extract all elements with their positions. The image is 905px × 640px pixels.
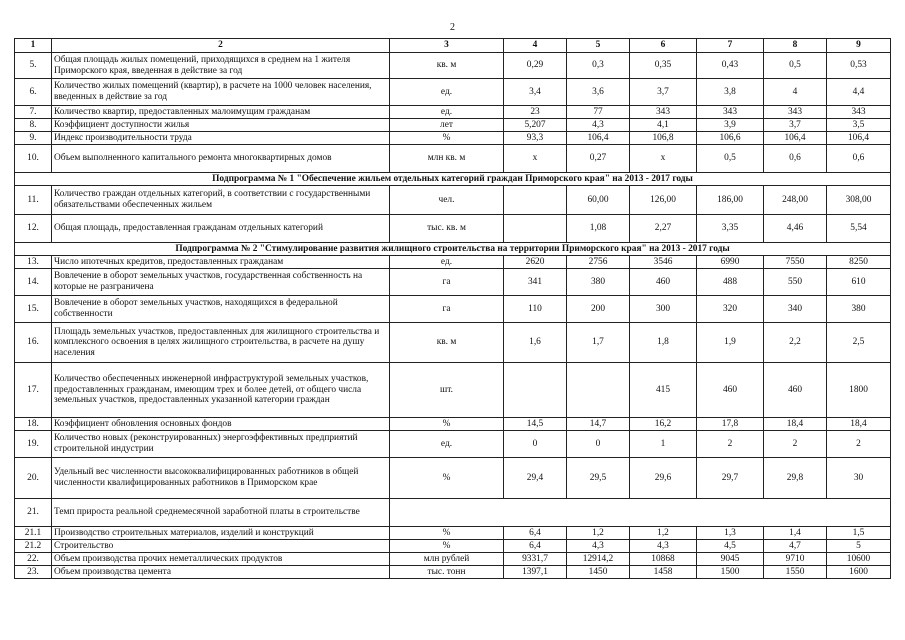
indicator-name: Индекс производительности труда [52,132,390,145]
value-cell: 6990 [697,256,764,269]
row-number: 23. [15,566,52,579]
row-number: 17. [15,363,52,418]
table-row [15,527,891,540]
row-number: 21.2 [15,540,52,553]
row-number: 19. [15,431,52,458]
value-cell: 3,5 [827,119,891,132]
value-cell: 3,4 [504,79,567,106]
subprogram-heading: Подпрограмма № 1 "Обеспечение жильем отдельных категорий граждан Приморского края" на 2013 - 2017 годы [15,173,891,186]
value-cell: 2 [764,431,827,458]
value-cell: 1800 [827,363,891,418]
unit-cell: ед. [390,256,504,269]
indicator-name: Производство строительных материалов, изделий и конструкций [52,527,390,540]
unit-cell: % [390,458,504,499]
value-cell: 415 [630,363,697,418]
value-cell: 126,00 [630,186,697,215]
value-cell: 8250 [827,256,891,269]
page-number: 2 [450,22,455,33]
value-cell [504,186,567,215]
value-cell: 5,207 [504,119,567,132]
indicator-name: Объем выполненного капитального ремонта многоквартирных домов [52,145,390,173]
value-cell: 380 [827,296,891,323]
indicator-name: Вовлечение в оборот земельных участков, находящихся в федеральной собственности [52,296,390,323]
row-number: 10. [15,145,52,173]
indicator-name: Вовлечение в оборот земельных участков, государственная собственность на которые не разграничена [52,269,390,296]
unit-cell: ед. [390,106,504,119]
value-cell: 4,7 [764,540,827,553]
value-cell: 1450 [567,566,630,579]
value-cell: 12914,2 [567,553,630,566]
column-number-cell: 3 [390,39,504,53]
value-cell: 0,3 [567,53,630,79]
table-row [15,132,891,145]
indicator-name: Площадь земельных участков, предоставленных для жилищного строительства и комплексного освоения в целях жилищного строительства, в расчете на душу населения [52,323,390,363]
value-cell: 343 [764,106,827,119]
value-cell: 10600 [827,553,891,566]
value-cell: 3,35 [697,215,764,243]
row-number: 6. [15,79,52,106]
column-number-cell: 7 [697,39,764,53]
value-cell: 2,27 [630,215,697,243]
table-row [15,458,891,499]
value-cell: 4,5 [697,540,764,553]
value-cell: 106,6 [697,132,764,145]
indicator-name: Количество граждан отдельных категорий, в соответствии с государственными обязательствами обеспеченных жильем [52,186,390,215]
value-cell [504,215,567,243]
table-row [15,186,891,215]
table-row [15,566,891,579]
value-cell: 460 [630,269,697,296]
row-number: 14. [15,269,52,296]
unit-cell: га [390,269,504,296]
value-cell: 5 [827,540,891,553]
table-row [15,363,891,418]
value-cell: 3,8 [697,79,764,106]
value-cell: 17,8 [697,418,764,431]
indicator-name: Общая площадь жилых помещений, приходящихся в среднем на 1 жителя Приморского края, введенная в действие за год [52,53,390,79]
row-number: 21. [15,499,52,527]
value-cell: 4 [764,79,827,106]
value-cell: 300 [630,296,697,323]
value-cell: 1,9 [697,323,764,363]
value-cell: 4,3 [630,540,697,553]
value-cell: 2756 [567,256,630,269]
value-cell: 5,54 [827,215,891,243]
indicators-table [14,38,891,579]
indicator-name: Объем производства прочих неметаллических продуктов [52,553,390,566]
value-cell: 0,53 [827,53,891,79]
value-cell: 9710 [764,553,827,566]
table-row [15,418,891,431]
column-number-cell: 5 [567,39,630,53]
indicator-name: Количество обеспеченных инженерной инфраструктурой земельных участков, предоставленных гражданам, имеющим трех и более детей, от общего числа земельных участков, предоставленных указанной категории граждан [52,363,390,418]
value-cell: 6,4 [504,540,567,553]
table-row [15,256,891,269]
value-cell: 4,1 [630,119,697,132]
table-row [15,215,891,243]
column-number-cell: 6 [630,39,697,53]
value-cell: 4,3 [567,119,630,132]
table-row [15,79,891,106]
row-number: 21.1 [15,527,52,540]
value-cell: 320 [697,296,764,323]
column-number-cell: 9 [827,39,891,53]
row-number: 13. [15,256,52,269]
value-cell: 341 [504,269,567,296]
unit-cell: млн кв. м [390,145,504,173]
value-cell: 0,5 [697,145,764,173]
value-cell: 3,9 [697,119,764,132]
row-number: 22. [15,553,52,566]
value-cell: 1,7 [567,323,630,363]
value-cell: 1550 [764,566,827,579]
value-cell: 2,5 [827,323,891,363]
value-cell [504,363,567,418]
value-cell: 23 [504,106,567,119]
value-cell: 0,29 [504,53,567,79]
table-row [15,540,891,553]
unit-cell: чел. [390,186,504,215]
value-cell: 200 [567,296,630,323]
unit-cell: ед. [390,431,504,458]
value-cell: 460 [764,363,827,418]
value-cell: 0,35 [630,53,697,79]
value-cell: 1,08 [567,215,630,243]
value-cell: 29,6 [630,458,697,499]
unit-cell: кв. м [390,53,504,79]
row-number: 7. [15,106,52,119]
table-row [15,431,891,458]
value-cell: х [504,145,567,173]
value-cell: 488 [697,269,764,296]
row-number: 20. [15,458,52,499]
value-cell: 77 [567,106,630,119]
value-cell: 18,4 [827,418,891,431]
value-cell: 343 [697,106,764,119]
indicator-name: Коэффициент обновления основных фондов [52,418,390,431]
value-cell: 1,6 [504,323,567,363]
row-number: 12. [15,215,52,243]
row-number: 9. [15,132,52,145]
value-cell: 110 [504,296,567,323]
value-cell: 30 [827,458,891,499]
value-cell: 106,4 [764,132,827,145]
indicator-name: Количество квартир, предоставленных малоимущим гражданам [52,106,390,119]
column-number-cell: 4 [504,39,567,53]
unit-cell: кв. м [390,323,504,363]
column-number-row [15,39,891,53]
indicator-name: Коэффициент доступности жилья [52,119,390,132]
table-row [15,106,891,119]
value-cell: 14,5 [504,418,567,431]
value-cell: 18,4 [764,418,827,431]
value-cell: 4,46 [764,215,827,243]
value-cell: 1458 [630,566,697,579]
column-number-cell: 1 [15,39,52,53]
value-cell: 9045 [697,553,764,566]
value-cell: 1,3 [697,527,764,540]
value-cell: 1,2 [630,527,697,540]
value-cell: х [630,145,697,173]
value-cell: 0 [567,431,630,458]
value-cell: 0,43 [697,53,764,79]
unit-cell: % [390,540,504,553]
value-cell: 1500 [697,566,764,579]
table-row [15,296,891,323]
value-cell: 1,8 [630,323,697,363]
unit-cell: шт. [390,363,504,418]
table-row [15,323,891,363]
value-cell: 1600 [827,566,891,579]
unit-cell: % [390,132,504,145]
value-cell: 3546 [630,256,697,269]
value-cell: 106,8 [630,132,697,145]
value-cell: 93,3 [504,132,567,145]
indicator-name: Темп прироста реальной среднемесячной заработной платы в строительстве [52,499,390,527]
unit-cell: % [390,527,504,540]
value-cell: 60,00 [567,186,630,215]
value-cell: 1397,1 [504,566,567,579]
unit-cell: лет [390,119,504,132]
value-cell: 2,2 [764,323,827,363]
value-cell: 550 [764,269,827,296]
table-row [15,553,891,566]
value-cell: 1 [630,431,697,458]
table-row [15,145,891,173]
unit-cell: тыс. кв. м [390,215,504,243]
subprogram-heading: Подпрограмма № 2 "Стимулирование развития жилищного строительства на территории Приморского края" на 2013 - 2017 годы [15,243,891,256]
value-cell: 2 [827,431,891,458]
value-cell: 0,27 [567,145,630,173]
row-number: 11. [15,186,52,215]
value-cell: 16,2 [630,418,697,431]
indicator-name: Количество жилых помещений (квартир), в расчете на 1000 человек населения, введенных в действие за год [52,79,390,106]
column-number-cell: 2 [52,39,390,53]
row-number: 18. [15,418,52,431]
value-cell: 14,7 [567,418,630,431]
value-cell: 1,5 [827,527,891,540]
value-cell: 460 [697,363,764,418]
value-cell: 4,3 [567,540,630,553]
value-cell: 0,5 [764,53,827,79]
row-number: 16. [15,323,52,363]
row-number: 8. [15,119,52,132]
unit-cell: млн рублей [390,553,504,566]
value-cell: 308,00 [827,186,891,215]
unit-cell: ед. [390,79,504,106]
value-cell: 7550 [764,256,827,269]
value-cell: 29,4 [504,458,567,499]
value-cell: 340 [764,296,827,323]
row-number: 15. [15,296,52,323]
unit-cell: тыс. тонн [390,566,504,579]
table-row [15,53,891,79]
value-cell: 4,4 [827,79,891,106]
value-cell: 343 [827,106,891,119]
value-cell [567,363,630,418]
value-cell: 380 [567,269,630,296]
value-cell: 106,4 [567,132,630,145]
indicator-name: Количество новых (реконструированных) энергоэффективных предприятий строительной индустрии [52,431,390,458]
value-cell: 0,6 [827,145,891,173]
value-cell: 9331,7 [504,553,567,566]
value-cell: 3,6 [567,79,630,106]
row-number: 5. [15,53,52,79]
value-cell: 1,2 [567,527,630,540]
value-cell: 0 [504,431,567,458]
value-cell: 248,00 [764,186,827,215]
value-cell: 3,7 [764,119,827,132]
unit-cell: % [390,418,504,431]
subprogram-heading-row [15,173,891,186]
value-cell: 10868 [630,553,697,566]
value-cell: 2620 [504,256,567,269]
empty-merged-cell [390,499,891,527]
value-cell: 29,5 [567,458,630,499]
value-cell: 343 [630,106,697,119]
unit-cell: га [390,296,504,323]
value-cell: 29,8 [764,458,827,499]
indicator-name: Общая площадь, предоставленная гражданам отдельных категорий [52,215,390,243]
indicator-name: Число ипотечных кредитов, предоставленных гражданам [52,256,390,269]
value-cell: 3,7 [630,79,697,106]
value-cell: 6,4 [504,527,567,540]
value-cell: 106,4 [827,132,891,145]
indicator-name: Объем производства цемента [52,566,390,579]
value-cell: 0,6 [764,145,827,173]
value-cell: 186,00 [697,186,764,215]
value-cell: 2 [697,431,764,458]
table-row [15,119,891,132]
value-cell: 29,7 [697,458,764,499]
table-row [15,499,891,527]
indicator-name: Строительство [52,540,390,553]
table-row [15,269,891,296]
subprogram-heading-row [15,243,891,256]
value-cell: 610 [827,269,891,296]
column-number-cell: 8 [764,39,827,53]
indicator-name: Удельный вес численности высококвалифицированных работников в общей численности квалифицированных работников в Приморском крае [52,458,390,499]
value-cell: 1,4 [764,527,827,540]
